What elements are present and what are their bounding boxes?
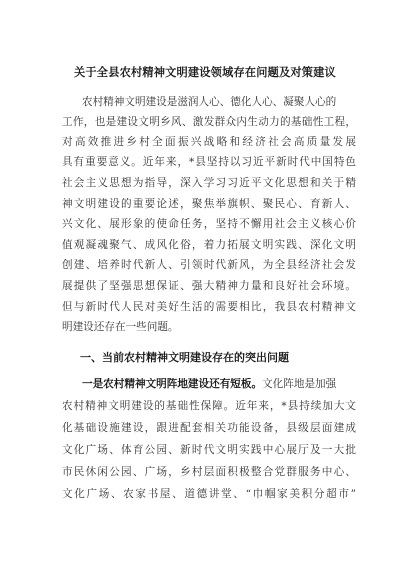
section-heading: 一、当前农村精神文明建设存在的突出问题	[80, 351, 289, 364]
intro-line: 神文明建设的重要论述，聚焦举旗帜、聚民心、育新人、	[62, 198, 356, 210]
document-title: 关于全县农村精神文明建设领域存在问题及对策建议	[74, 65, 336, 79]
point-one-line: 文化广场、农家书屋、道德讲堂、“巾帼家美积分超市”	[62, 488, 356, 500]
point-one-line: 化基础设施建设，跟进配套相关功能设备，县级层面建成	[62, 422, 356, 434]
intro-line: 明建设还存在一些问题。	[62, 321, 179, 333]
point-one-heading: 一是农村精神文明阵地建设还有短板。	[82, 378, 263, 390]
intro-line: 工作，也是建设文明乡风、激发群众内生动力的基础性工程，	[62, 116, 356, 128]
point-one-first-line	[82, 378, 356, 391]
intro-line: 具有重要意义。近年来，*县坚持以习近平新时代中国特色	[62, 156, 356, 168]
point-one-line: 市民休闲公园、广场，乡村层面积极整合党群服务中心、	[62, 466, 356, 478]
intro-line: 创建、培养时代新人、引领时代新风，为全县经济社会发	[62, 259, 356, 271]
point-one-line: 农村精神文明建设的基础性保障。近年来，*县持续加大文	[62, 400, 356, 412]
intro-line: 但与新时代人民对美好生活的需要相比，我县农村精神文	[62, 301, 356, 313]
intro-line: 社会主义思想为指导，深入学习习近平文化思想和关于精	[62, 177, 356, 189]
intro-line: 展提供了坚强思想保证、强大精神力量和良好社会环境。	[62, 280, 356, 292]
intro-line: 农村精神文明建设是滋润人心、德化人心、凝聚人心的	[82, 96, 337, 108]
intro-line: 值观凝魂聚气、成风化俗，着力拓展文明实践、深化文明	[62, 239, 356, 251]
intro-line: 兴文化、展形象的使命任务，坚持不懈用社会主义核心价	[62, 218, 356, 230]
point-one-lead: 文化阵地是加强	[262, 378, 337, 390]
point-one-line: 文化广场、体育公园、新时代文明实践中心展厅及一大批	[62, 444, 356, 456]
intro-line: 对高效推进乡村全面振兴战略和经济社会高质量发展	[62, 136, 356, 148]
